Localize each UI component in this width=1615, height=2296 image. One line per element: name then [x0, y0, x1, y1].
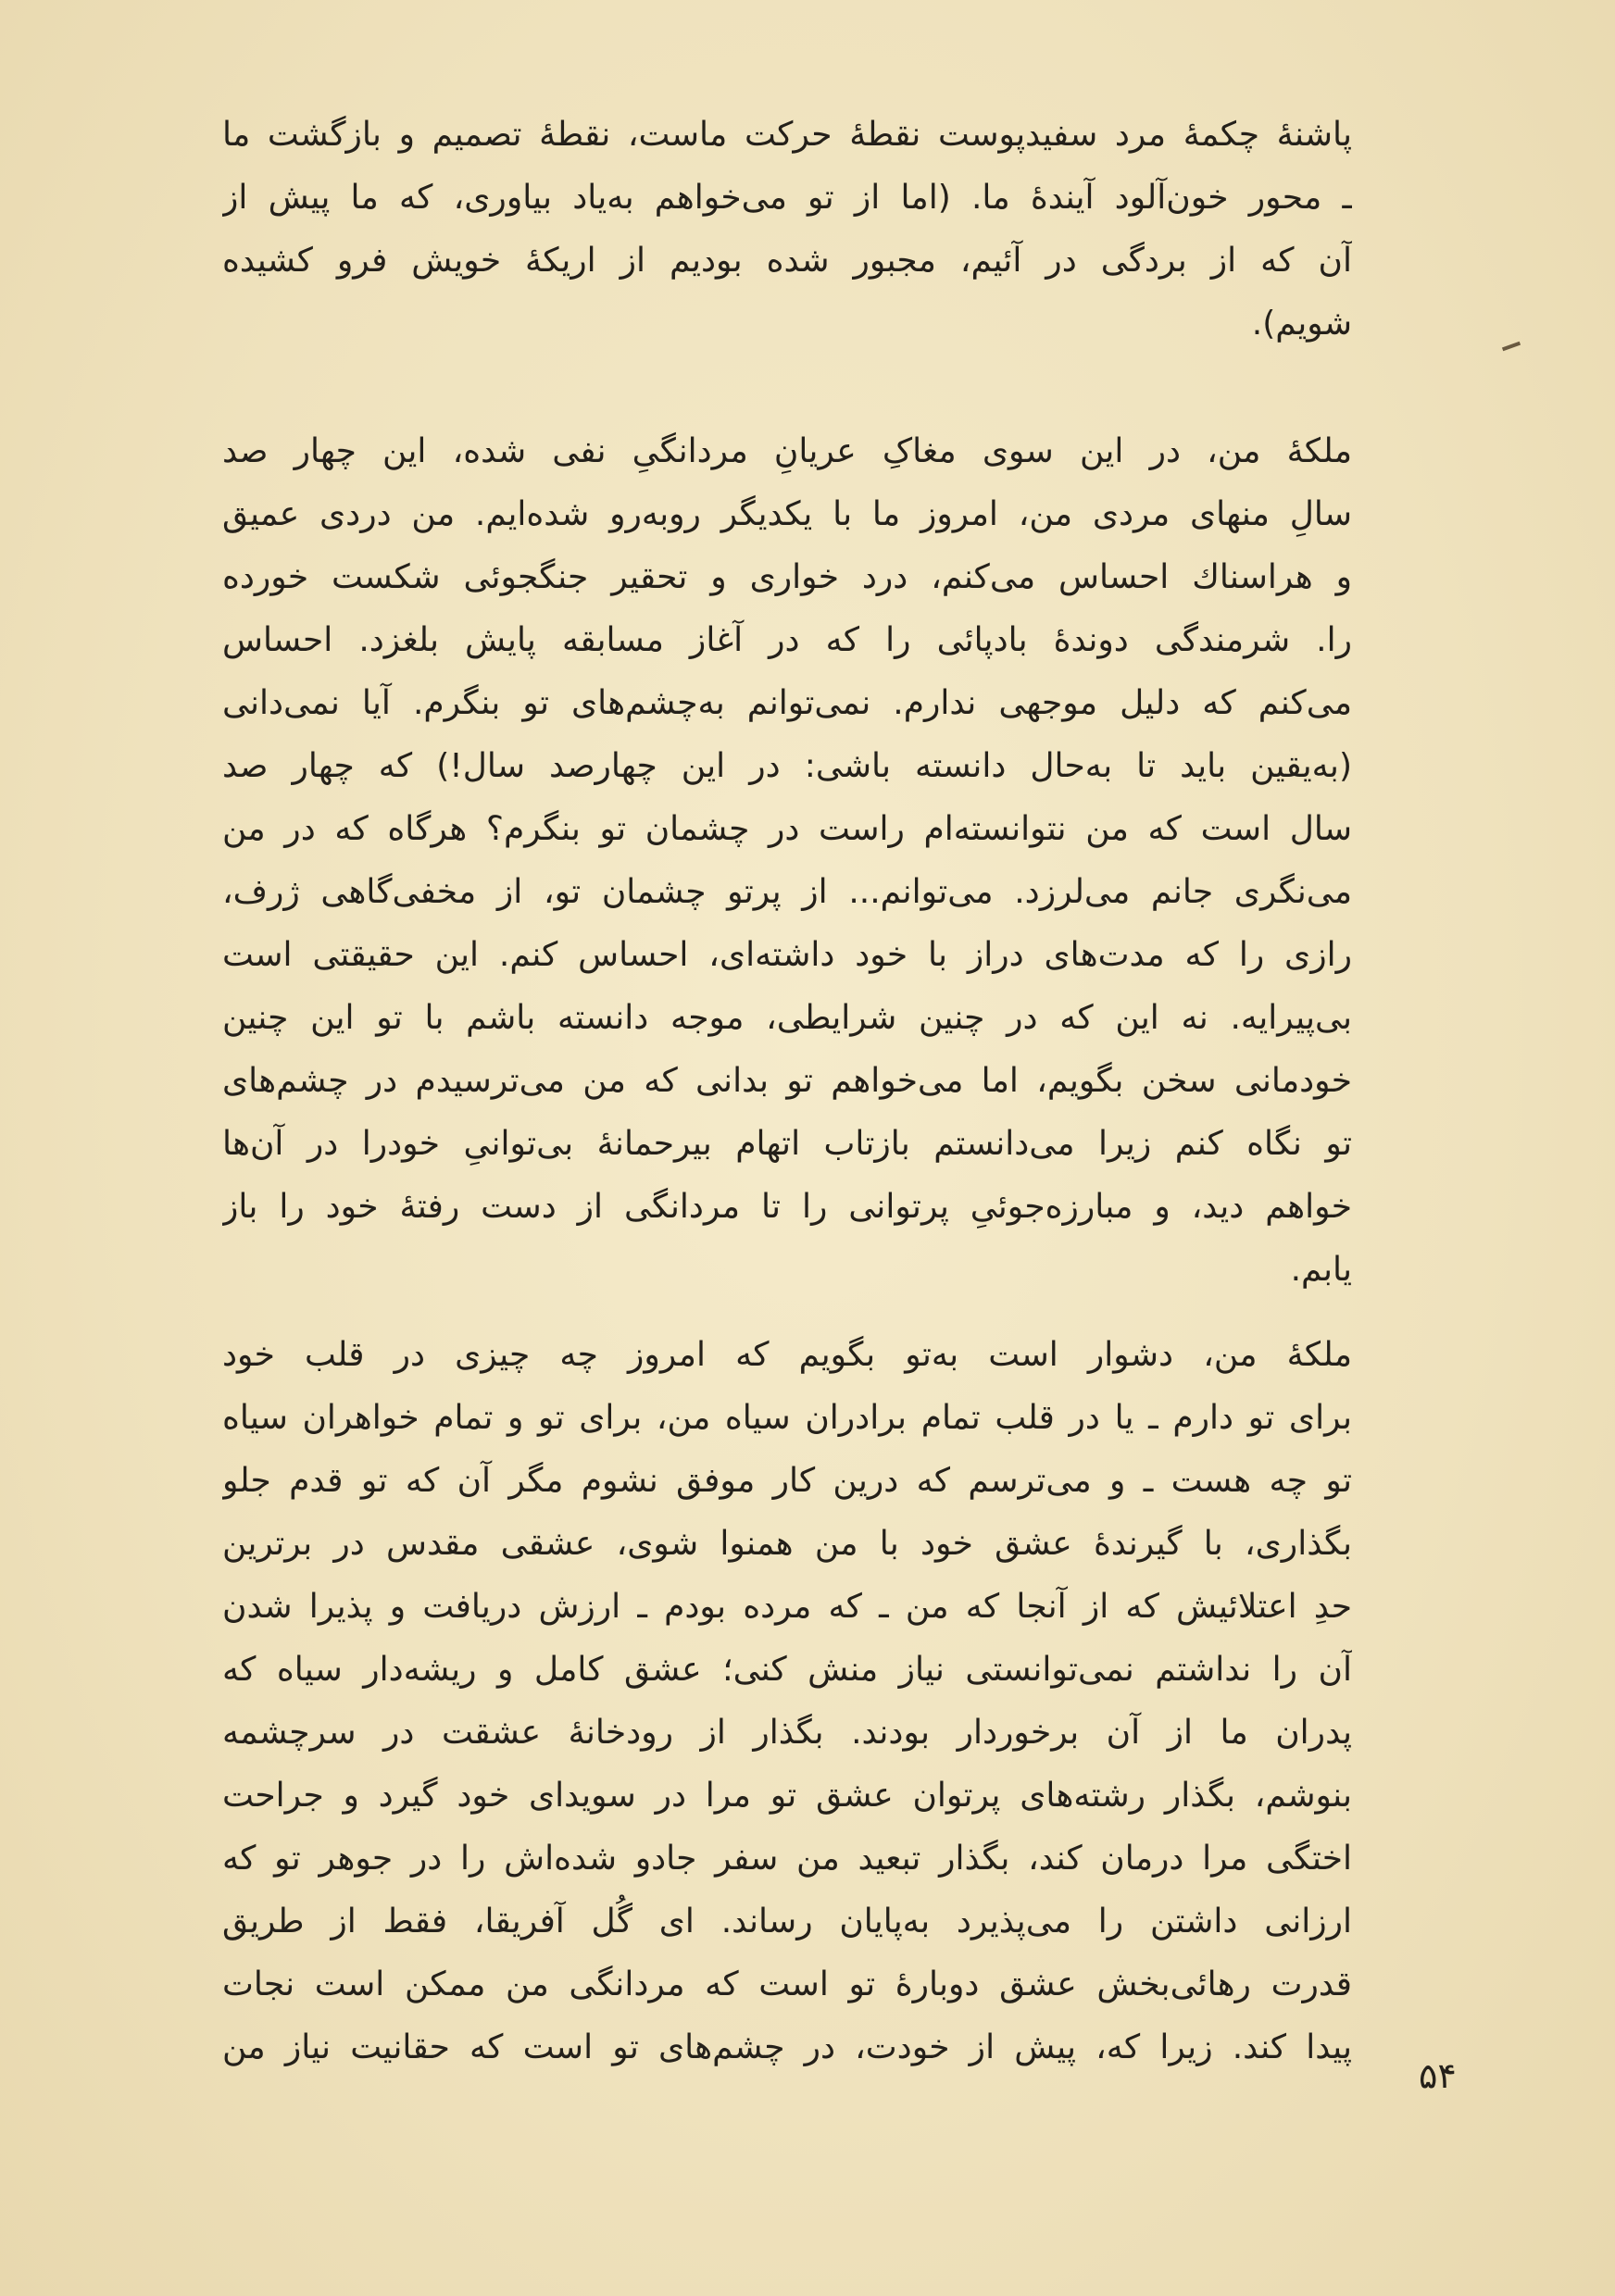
text-line: ملکۀ من، در این سوی مغاکِ عریانِ مردانگیِ نفی شده، این چهار صد	[222, 432, 1352, 470]
text-line: تو چه هست ـ و می‌ترسم که درین کار موفق نشوم مگر آن که تو قدم جلو	[222, 1462, 1352, 1500]
paragraph-3	[222, 1324, 1352, 2079]
text-line: تو نگاه کنم زیرا می‌دانستم بازتاب اتهام بیرحمانۀ بی‌توانیِ خودرا در آن‌ها	[222, 1125, 1352, 1163]
text-line: (به‌یقین باید تا به‌حال دانسته باشی: در این چهارصد سال!) که چهار صد	[222, 747, 1352, 785]
text-line: خواهم دید، و مبارزه‌جوئیِ پرتوانی را تا مردانگی از دست رفتۀ خود را باز	[222, 1188, 1352, 1226]
text-line: خودمانی سخن بگویم، اما می‌خواهم تو بدانی که من می‌ترسیدم در چشم‌های	[222, 1062, 1352, 1100]
text-line: برای تو دارم ـ یا در قلب تمام برادران سیاه من، برای تو و تمام خواهران سیاه	[222, 1399, 1352, 1437]
text-line: شویم).	[1251, 305, 1352, 343]
text-line: بی‌پیرایه. نه این که در چنین شرایطی، موجه دانسته باشم با تو این چنین	[222, 999, 1352, 1037]
text-line: سال است که من نتوانسته‌ام راست در چشمان تو بنگرم؟ هرگاه که در من	[222, 810, 1352, 848]
text-line: رازی را که مدت‌های دراز با خود داشته‌ای، احساس کنم. این حقیقتی است	[222, 936, 1352, 974]
text-line: بگذاری، با گیرندۀ عشق خود با من همنوا شوی، عشقی مقدس در برترین	[222, 1525, 1352, 1563]
text-line: آن را نداشتم نمی‌توانستی نیاز منش کنی؛ عشق کامل و ریشه‌دار سیاه که	[222, 1651, 1352, 1689]
text-line: و هراسناك احساس می‌کنم، درد خواری و تحقیر جنگجوئی شکست خورده	[222, 558, 1352, 596]
text-line: می‌نگری جانم می‌لرزد. می‌توانم... از پرتو چشمان تو، از مخفی‌گاهی ژرف،	[222, 873, 1352, 911]
text-line: بنوشم، بگذار رشته‌های پرتوان عشق تو مرا در سویدای خود گیرد و جراحت	[222, 1777, 1352, 1815]
text-line: سالِ منهای مردی من، امروز ما با یکدیگر روبه‌رو شده‌ایم. من دردی عمیق	[222, 495, 1352, 533]
text-line: را. شرمندگی دوندۀ بادپائی را که در آغاز مسابقه پایش بلغزد. احساس	[222, 621, 1352, 659]
paragraph-1	[222, 104, 1352, 356]
text-line: قدرت رهائی‌بخش عشق دوبارۀ تو است که مردانگی من ممکن است نجات	[222, 1965, 1352, 2003]
text-line: ارزانی داشتن را می‌پذیرد به‌پایان رساند. ای گُل آفریقا، فقط از طریق	[222, 1903, 1352, 1940]
text-line: اختگی مرا درمان کند، بگذار تبعید من سفر جادو شده‌اش را در جوهر تو که	[222, 1840, 1352, 1878]
page-number: ۵۴	[1419, 2055, 1457, 2096]
text-line: ـ محور خون‌آلود آیندۀ ما. (اما از تو می‌خواهم به‌یاد بیاوری، که ما پیش از	[222, 179, 1352, 217]
paragraph-2	[222, 420, 1352, 1302]
page-edge-mark	[1502, 342, 1521, 352]
text-line: ملکۀ من، دشوار است به‌تو بگویم که امروز چه چیزی در قلب خود	[222, 1336, 1352, 1374]
text-line: پاشنۀ چکمۀ مرد سفیدپوست نقطۀ حرکت ماست، نقطۀ تصمیم و بازگشت ما	[222, 116, 1352, 154]
text-line: می‌کنم که دلیل موجهی ندارم. نمی‌توانم به‌چشم‌های تو بنگرم. آیا نمی‌دانی	[222, 684, 1352, 722]
text-line: یابم.	[1290, 1251, 1352, 1289]
text-line: پیدا کند. زیرا که، پیش از خودت، در چشم‌های تو است که حقانیت نیاز من	[222, 2028, 1352, 2066]
text-line: پدران ما از آن برخوردار بودند. بگذار از رودخانۀ عشقت در سرچشمه	[222, 1714, 1352, 1752]
text-line: حدِ اعتلائیش که از آنجا که من ـ که مرده بودم ـ ارزش دریافت و پذیرا شدن	[222, 1588, 1352, 1626]
text-line: آن که از بردگی در آئیم، مجبور شده بودیم از اریکۀ خویش فرو کشیده	[222, 242, 1352, 280]
